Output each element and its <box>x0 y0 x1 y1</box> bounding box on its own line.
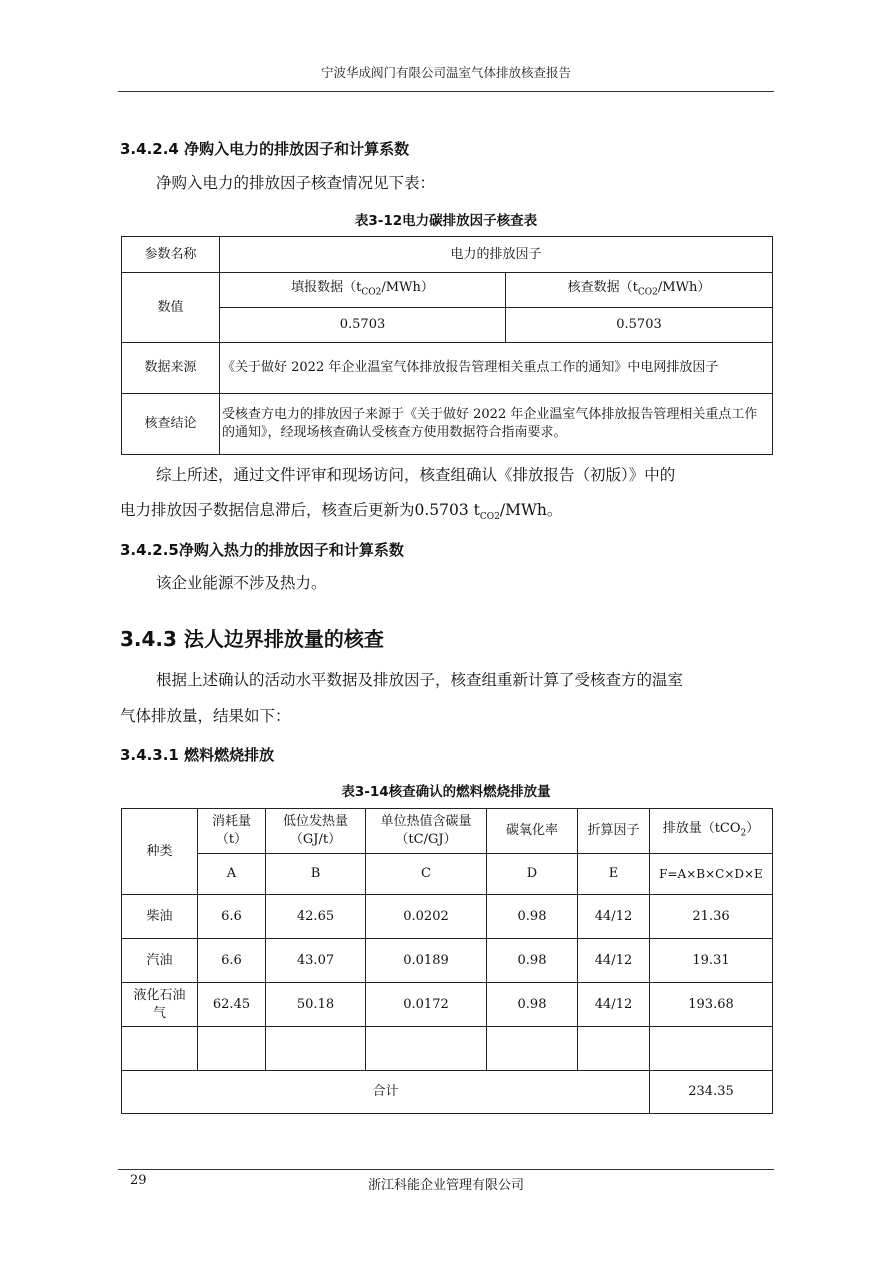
table-row <box>122 983 773 1027</box>
param-name-value: 电力的排放因子 <box>220 237 773 273</box>
cell: 44/12 <box>578 983 650 1027</box>
header-emission: 排放量（tCO$_2$） <box>650 809 773 854</box>
table-row <box>122 939 773 983</box>
page-header: 宁波华成阀门有限公司温室气体排放核查报告 <box>320 65 571 80</box>
cell: 0.98 <box>487 983 578 1027</box>
section-intro-3424: 净购入电力的排放因子核查情况见下表： <box>156 174 436 192</box>
total-value: 234.35 <box>650 1071 773 1114</box>
data-source-text: 《关于做好 2022 年企业温室气体排放报告管理相关重点工作的通知》中电网排放因子 <box>220 343 773 394</box>
header-conversion-factor: 折算因子 <box>578 809 650 854</box>
conclusion-text: 受核查方电力的排放因子来源于《关于做好 2022 年企业温室气体排放报告管理相关重点工作的通知》，经现场核查确认受核查方使用数据符合指南要求。 <box>220 394 773 455</box>
header-carbon-content: 单位热值含碳量（tC/GJ） <box>366 809 487 854</box>
header-ncv: 低位发热量（GJ/t） <box>266 809 366 854</box>
cell-kind: 液化石油气 <box>122 983 198 1027</box>
cell: 0.0189 <box>366 939 487 983</box>
footer-company: 浙江科能企业管理有限公司 <box>367 1178 524 1193</box>
section-text-3425: 该企业能源不涉及热力。 <box>156 574 327 592</box>
cell: 6.6 <box>198 939 266 983</box>
cell-kind: 汽油 <box>122 939 198 983</box>
conclusion-label: 核查结论 <box>122 394 220 455</box>
cell <box>266 1027 366 1071</box>
footer-rule <box>118 1169 774 1170</box>
cell <box>198 1027 266 1071</box>
header-letter: C <box>366 854 487 895</box>
summary-line-1: 综上所述，通过文件评审和现场访问，核查组确认《排放报告（初版）》中的 <box>156 466 676 484</box>
table-caption-3-14: 表3-14核查确认的燃料燃烧排放量 <box>341 784 551 800</box>
data-source-label: 数据来源 <box>122 343 220 394</box>
header-rule <box>118 91 774 92</box>
param-name-label: 参数名称 <box>122 237 220 273</box>
header-letter: B <box>266 854 366 895</box>
cell-kind <box>122 1027 198 1071</box>
table-row <box>122 895 773 939</box>
cell: 42.65 <box>266 895 366 939</box>
header-letter: E <box>578 854 650 895</box>
table-caption-3-12: 表3-12电力碳排放因子核查表 <box>354 213 538 229</box>
cell: 19.31 <box>650 939 773 983</box>
section-heading-3424: 3.4.2.4 净购入电力的排放因子和计算系数 <box>120 140 410 158</box>
header-formula: F=A×B×C×D×E <box>650 854 773 895</box>
cell: 6.6 <box>198 895 266 939</box>
reported-value: 0.5703 <box>220 308 506 343</box>
cell: 43.07 <box>266 939 366 983</box>
cell: 193.68 <box>650 983 773 1027</box>
section-heading-3431: 3.4.3.1 燃料燃烧排放 <box>120 746 275 764</box>
page-number: 29 <box>130 1173 147 1188</box>
section-heading-343: 3.4.3 法人边界排放量的核查 <box>120 627 384 651</box>
section-heading-3425: 3.4.2.5净购入热力的排放因子和计算系数 <box>120 541 404 559</box>
total-label: 合计 <box>122 1071 650 1114</box>
header-kind: 种类 <box>122 809 198 895</box>
section-para-343-line1: 根据上述确认的活动水平数据及排放因子，核查组重新计算了受核查方的温室 <box>156 671 684 689</box>
cell: 0.98 <box>487 895 578 939</box>
reported-data-header: 填报数据$(t_{CO2}/MWh)$ <box>220 273 506 308</box>
cell: 0.0202 <box>366 895 487 939</box>
verified-value: 0.5703 <box>506 308 773 343</box>
cell: 21.36 <box>650 895 773 939</box>
summary-line-2: 电力排放因子数据信息滞后，核查后更新为0.5703 $t_{CO2}$/MWh。 <box>120 501 563 523</box>
cell <box>366 1027 487 1071</box>
table-total-row <box>122 1071 773 1114</box>
fuel-combustion-table <box>121 808 773 1114</box>
table-row-empty <box>122 1027 773 1071</box>
verified-data-header: 核查数据$(t_{CO2}/MWh)$ <box>506 273 773 308</box>
section-para-343-line2: 气体排放量，结果如下： <box>120 707 291 725</box>
header-letter: A <box>198 854 266 895</box>
header-letter: D <box>487 854 578 895</box>
cell <box>650 1027 773 1071</box>
cell: 0.98 <box>487 939 578 983</box>
cell: 50.18 <box>266 983 366 1027</box>
electricity-factor-table <box>121 236 773 455</box>
header-consumption: 消耗量（t） <box>198 809 266 854</box>
cell <box>487 1027 578 1071</box>
header-oxidation-rate: 碳氧化率 <box>487 809 578 854</box>
value-label: 数值 <box>122 273 220 343</box>
cell <box>578 1027 650 1071</box>
cell: 44/12 <box>578 939 650 983</box>
cell: 0.0172 <box>366 983 487 1027</box>
cell: 62.45 <box>198 983 266 1027</box>
cell-kind: 柴油 <box>122 895 198 939</box>
cell: 44/12 <box>578 895 650 939</box>
